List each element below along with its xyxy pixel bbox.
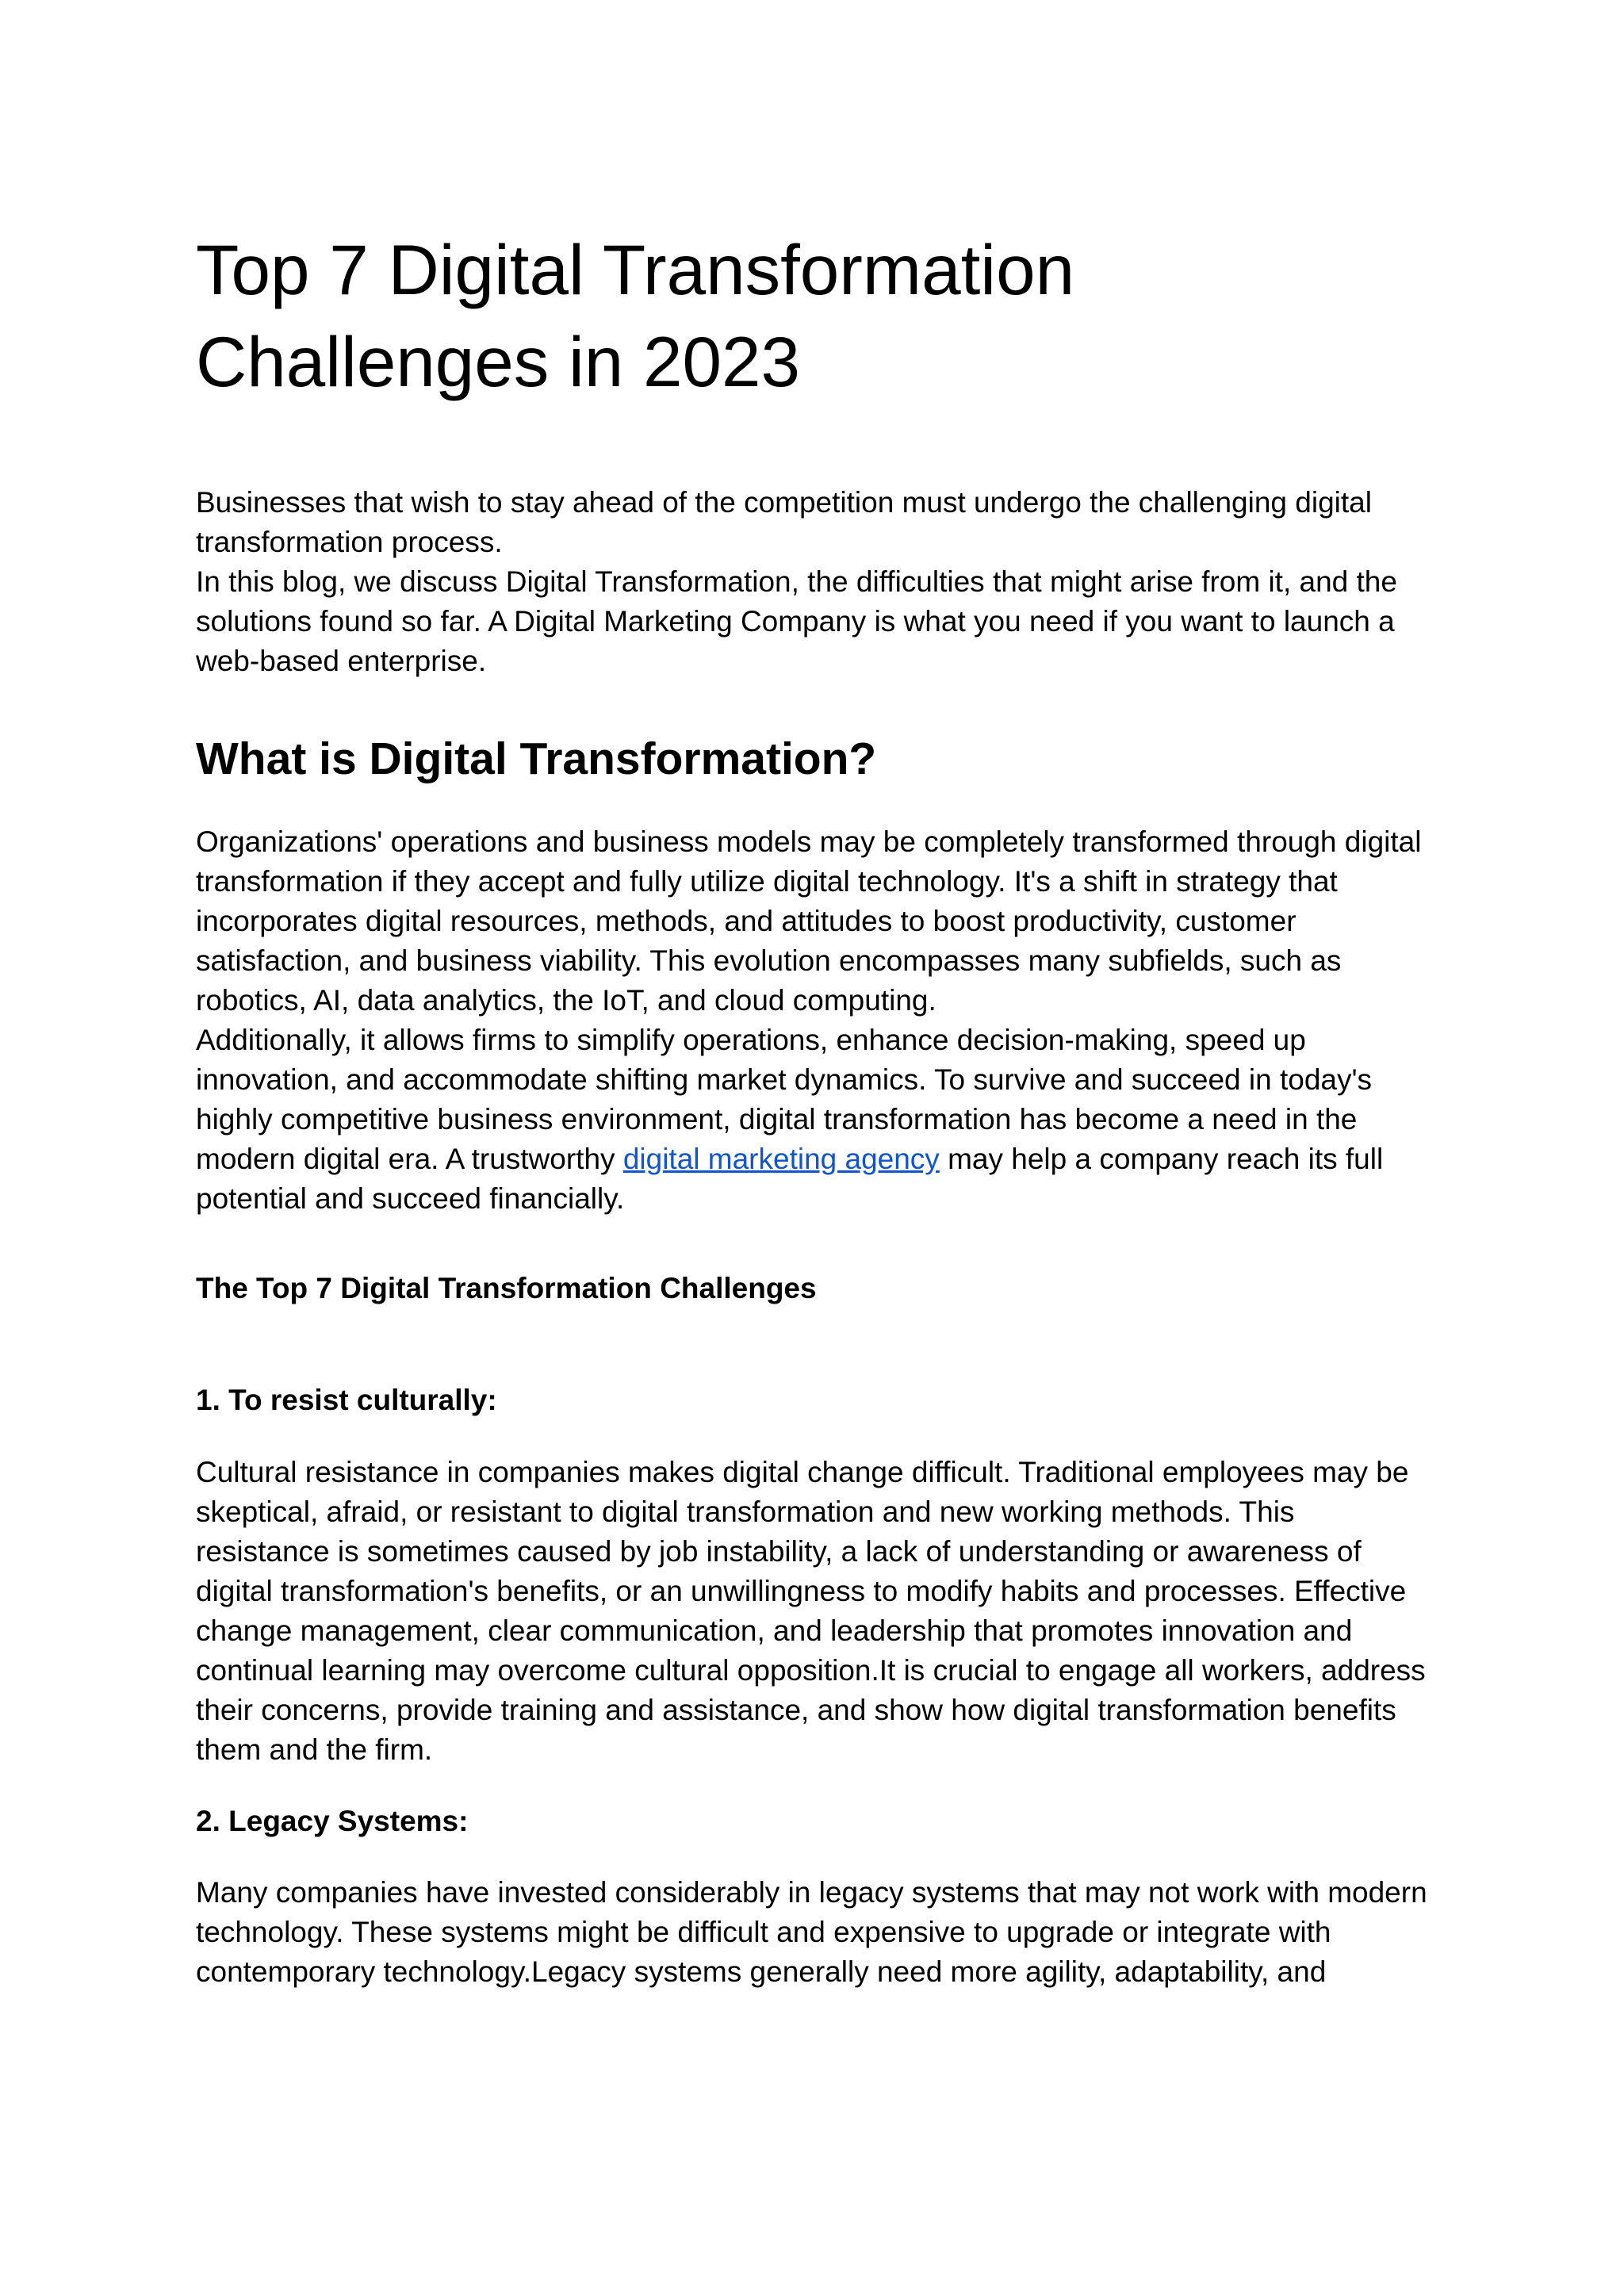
- challenge-2-heading: 2. Legacy Systems:: [196, 1805, 469, 1837]
- what-paragraph-1: Organizations' operations and business models may be completely transformed through digital transformation if they accept and fully utilize digital technology. It's a shift in strategy that incorporates digital resources, methods, and attitudes to boost productivity, customer satisfaction, and business viability. This evolution encompasses many subfields, such as robotics, AI, data analytics, the IoT, and cloud computing.: [196, 825, 1422, 1017]
- page-title: Top 7 Digital Transformation Challenges in 2023: [196, 230, 1075, 401]
- intro-paragraph-1: Businesses that wish to stay ahead of the competition must undergo the challenging digital transformation process.: [196, 486, 1372, 558]
- challenge-1-heading: 1. To resist culturally:: [196, 1384, 497, 1416]
- section-heading-top7: The Top 7 Digital Transformation Challenges: [196, 1272, 817, 1304]
- digital-marketing-agency-link[interactable]: digital marketing agency: [622, 1143, 940, 1175]
- what-paragraph-2-text-b: may help a company reach its full potential and succeed financially.: [196, 1143, 1384, 1215]
- what-paragraph-2-text-a: Additionally, it allows firms to simplify operations, enhance decision-making, speed up innovation, and accommodate shifting market dynamics. To survive and succeed in today's highly competitive business environment, digital transformation has become a need in the modern digital era. A trustworthy: [196, 1024, 1373, 1175]
- section-heading-what: What is Digital Transformation?: [196, 733, 877, 784]
- what-section-body: [196, 822, 1433, 1219]
- challenge-1-body: Cultural resistance in companies makes digital change difficult. Traditional employees may be skeptical, afraid, or resistant to digital transformation and new working methods. This resistance is sometimes caused by job instability, a lack of understanding or awareness of digital transformation's benefits, or an unwillingness to modify habits and processes. Effective change management, clear communication, and leadership that promotes innovation and continual learning may overcome cultural opposition.It is crucial to engage all workers, address their concerns, provide training and assistance, and show how digital transformation benefits them and the firm.: [196, 1456, 1426, 1766]
- intro-section: [196, 483, 1433, 681]
- what-paragraph-2: [196, 1021, 1433, 1219]
- intro-paragraph-2: In this blog, we discuss Digital Transformation, the difficulties that might arise from it, and the solutions found so far. A Digital Marketing Company is what you need if you want to launch a web-based enterprise.: [196, 565, 1397, 677]
- challenge-2-body: Many companies have invested considerably in legacy systems that may not work with modern technology. These systems might be difficult and expensive to upgrade or integrate with contemporary technology.Legacy systems generally need more agility, adaptability, and: [196, 1876, 1427, 1988]
